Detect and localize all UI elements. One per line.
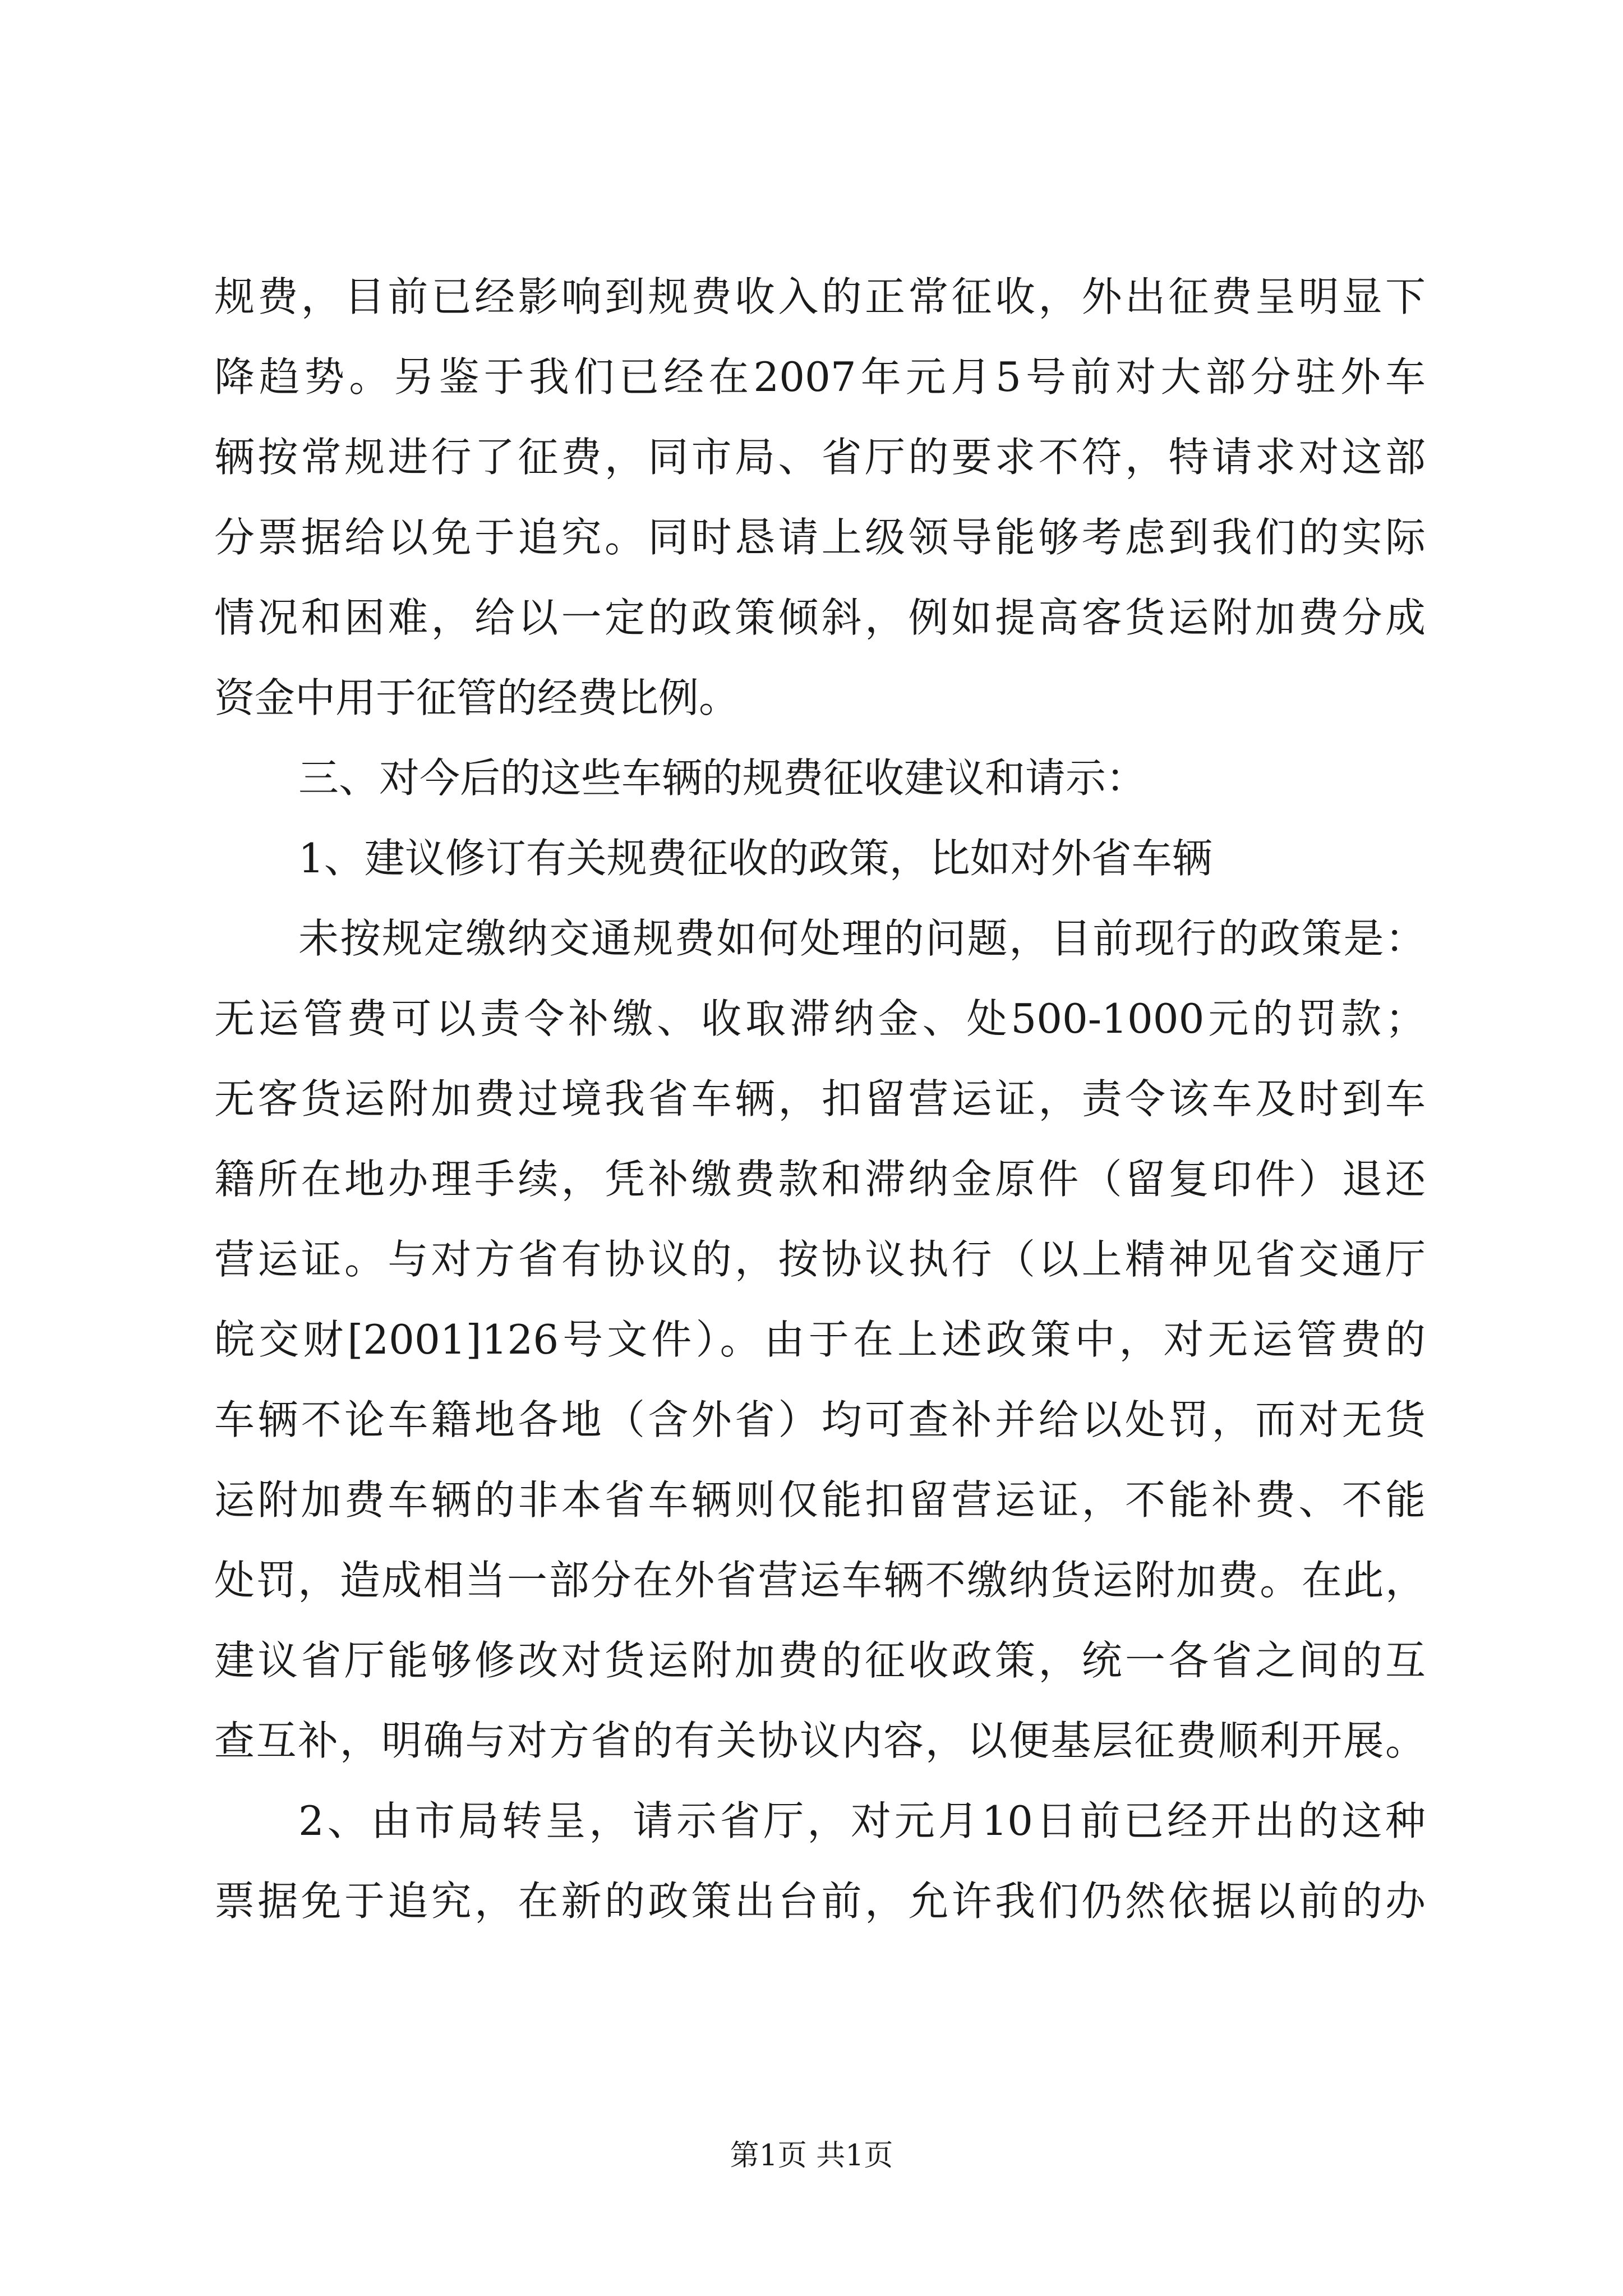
text-line-5: 情况和困难，给以一定的政策倾斜，例如提高客货运附加费分成 bbox=[214, 594, 1426, 641]
text-line-18: 建议省厅能够修改对货运附加费的征收政策，统一各省之间的互 bbox=[214, 1637, 1426, 1684]
text-line-16: 运附加费车辆的非本省车辆则仅能扣留营运证，不能补费、不能 bbox=[214, 1476, 1426, 1524]
text-line-17: 处罚，造成相当一部分在外省营运车辆不缴纳货运附加费。在此， bbox=[214, 1557, 1426, 1604]
text-line-15: 车辆不论车籍地各地（含外省）均可查补并给以处罚，而对无货 bbox=[214, 1396, 1426, 1443]
section-heading-3: 三、对今后的这些车辆的规费征收建议和请示： bbox=[298, 754, 1147, 802]
text-line-14: 皖交财[2001]126号文件）。由于在上述政策中，对无运管费的 bbox=[214, 1316, 1426, 1363]
text-line-12: 籍所在地办理手续，凭补缴费款和滞纳金原件（留复印件）退还 bbox=[214, 1156, 1426, 1203]
text-line-19: 查互补，明确与对方省的有关协议内容，以便基层征费顺利开展。 bbox=[214, 1717, 1426, 1764]
text-line-item-2: 2、由市局转呈，请示省厅，对元月10日前已经开出的这种 bbox=[298, 1797, 1426, 1844]
text-line-10: 无运管费可以责令补缴、收取滞纳金、处500-1000元的罚款； bbox=[214, 995, 1426, 1042]
text-line-11: 无客货运附加费过境我省车辆，扣留营运证，责令该车及时到车 bbox=[214, 1075, 1426, 1122]
text-line-2: 降趋势。另鉴于我们已经在2007年元月5号前对大部分驻外车 bbox=[214, 353, 1426, 401]
text-line-9: 未按规定缴纳交通规费如何处理的问题，目前现行的政策是： bbox=[298, 915, 1426, 962]
document-body bbox=[214, 257, 1426, 1941]
text-line-1: 规费，目前已经影响到规费收入的正常征收，外出征费呈明显下 bbox=[214, 273, 1426, 320]
text-line-6: 资金中用于征管的经费比例。 bbox=[214, 674, 740, 721]
text-line-3: 辆按常规进行了征费，同市局、省厅的要求不符，特请求对这部 bbox=[214, 434, 1426, 481]
text-line-4: 分票据给以免于追究。同时恳请上级领导能够考虑到我们的实际 bbox=[214, 514, 1426, 561]
page-footer: 第1页 共1页 bbox=[730, 2139, 893, 2173]
text-line-13: 营运证。与对方省有协议的，按协议执行（以上精神见省交通厅 bbox=[214, 1236, 1426, 1283]
text-line-item-1: 1、建议修订有关规费征收的政策，比如对外省车辆 bbox=[298, 835, 1212, 882]
text-line-21: 票据免于追究，在新的政策出台前，允许我们仍然依据以前的办 bbox=[214, 1878, 1426, 1925]
